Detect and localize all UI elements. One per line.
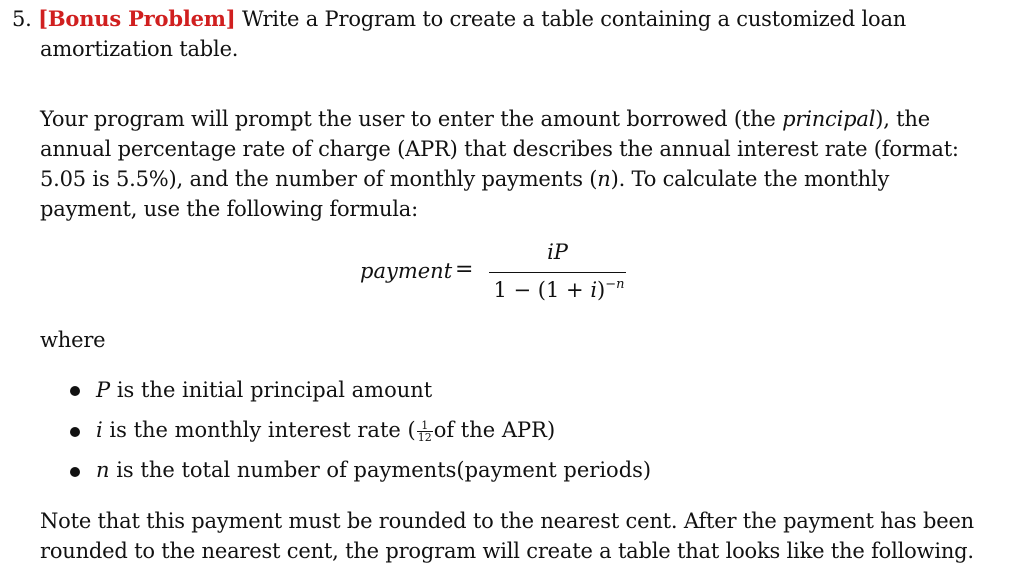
paragraph-text: 5.05 is 5.5%), and the number of monthly payments ( xyxy=(40,167,598,191)
paragraph-line-2: annual percentage rate of charge (APR) that describes the annual interest rate (format: xyxy=(40,137,959,161)
bullet-var: n xyxy=(96,458,110,482)
problem-heading xyxy=(12,4,906,34)
bullet-item-rate xyxy=(96,415,555,445)
bullet-item-periods xyxy=(96,455,651,485)
paragraph-line-4: payment, use the following formula: xyxy=(40,197,418,221)
bullet-text: of the APR) xyxy=(433,418,556,442)
formula-equals: = xyxy=(455,257,474,282)
paragraph-text: Your program will prompt the user to enter the amount borrowed (the xyxy=(40,107,783,131)
formula-denominator xyxy=(489,277,629,302)
note-line-1: Note that this payment must be rounded to the nearest cent. After the payment has been xyxy=(40,509,974,533)
paragraph-line-1 xyxy=(40,104,930,134)
paragraph-text: ). To calculate the monthly xyxy=(610,167,890,191)
bullet-item-principal xyxy=(96,375,432,405)
bullet-dot xyxy=(70,386,80,396)
n-variable: n xyxy=(597,167,611,191)
denominator-exponent: −n xyxy=(605,277,625,292)
denominator-close: ) xyxy=(597,278,606,302)
principal-term: principal xyxy=(782,107,876,131)
fraction-bar xyxy=(489,272,626,273)
bullet-text: is the monthly interest rate ( xyxy=(102,418,416,442)
bullet-var: P xyxy=(96,378,111,402)
problem-title-continued: amortization table. xyxy=(40,37,239,61)
note-line-2: rounded to the nearest cent, the program will create a table that looks like the following. xyxy=(40,539,974,563)
bullet-text: is the initial principal amount xyxy=(110,378,433,402)
fraction-numerator: 1 xyxy=(417,420,433,432)
denominator-text: 1 − (1 + xyxy=(493,278,591,302)
bullet-var: i xyxy=(96,418,103,442)
bullet-dot xyxy=(70,427,80,437)
where-label: where xyxy=(40,328,106,352)
denominator-i: i xyxy=(590,278,598,302)
fraction-denominator: 12 xyxy=(417,431,432,444)
bonus-label: [Bonus Problem] xyxy=(38,6,236,31)
bullet-text: is the total number of payments(payment periods) xyxy=(109,458,652,482)
paragraph-line-3 xyxy=(40,164,889,194)
one-twelfth-fraction xyxy=(417,420,433,443)
bullet-dot xyxy=(70,467,80,477)
formula-lhs: payment xyxy=(360,259,453,283)
problem-number: 5. xyxy=(12,7,32,31)
formula-numerator: iP xyxy=(547,240,568,264)
problem-title: Write a Program to create a table containing a customized loan xyxy=(242,7,907,31)
paragraph-text: ), the xyxy=(875,107,930,131)
